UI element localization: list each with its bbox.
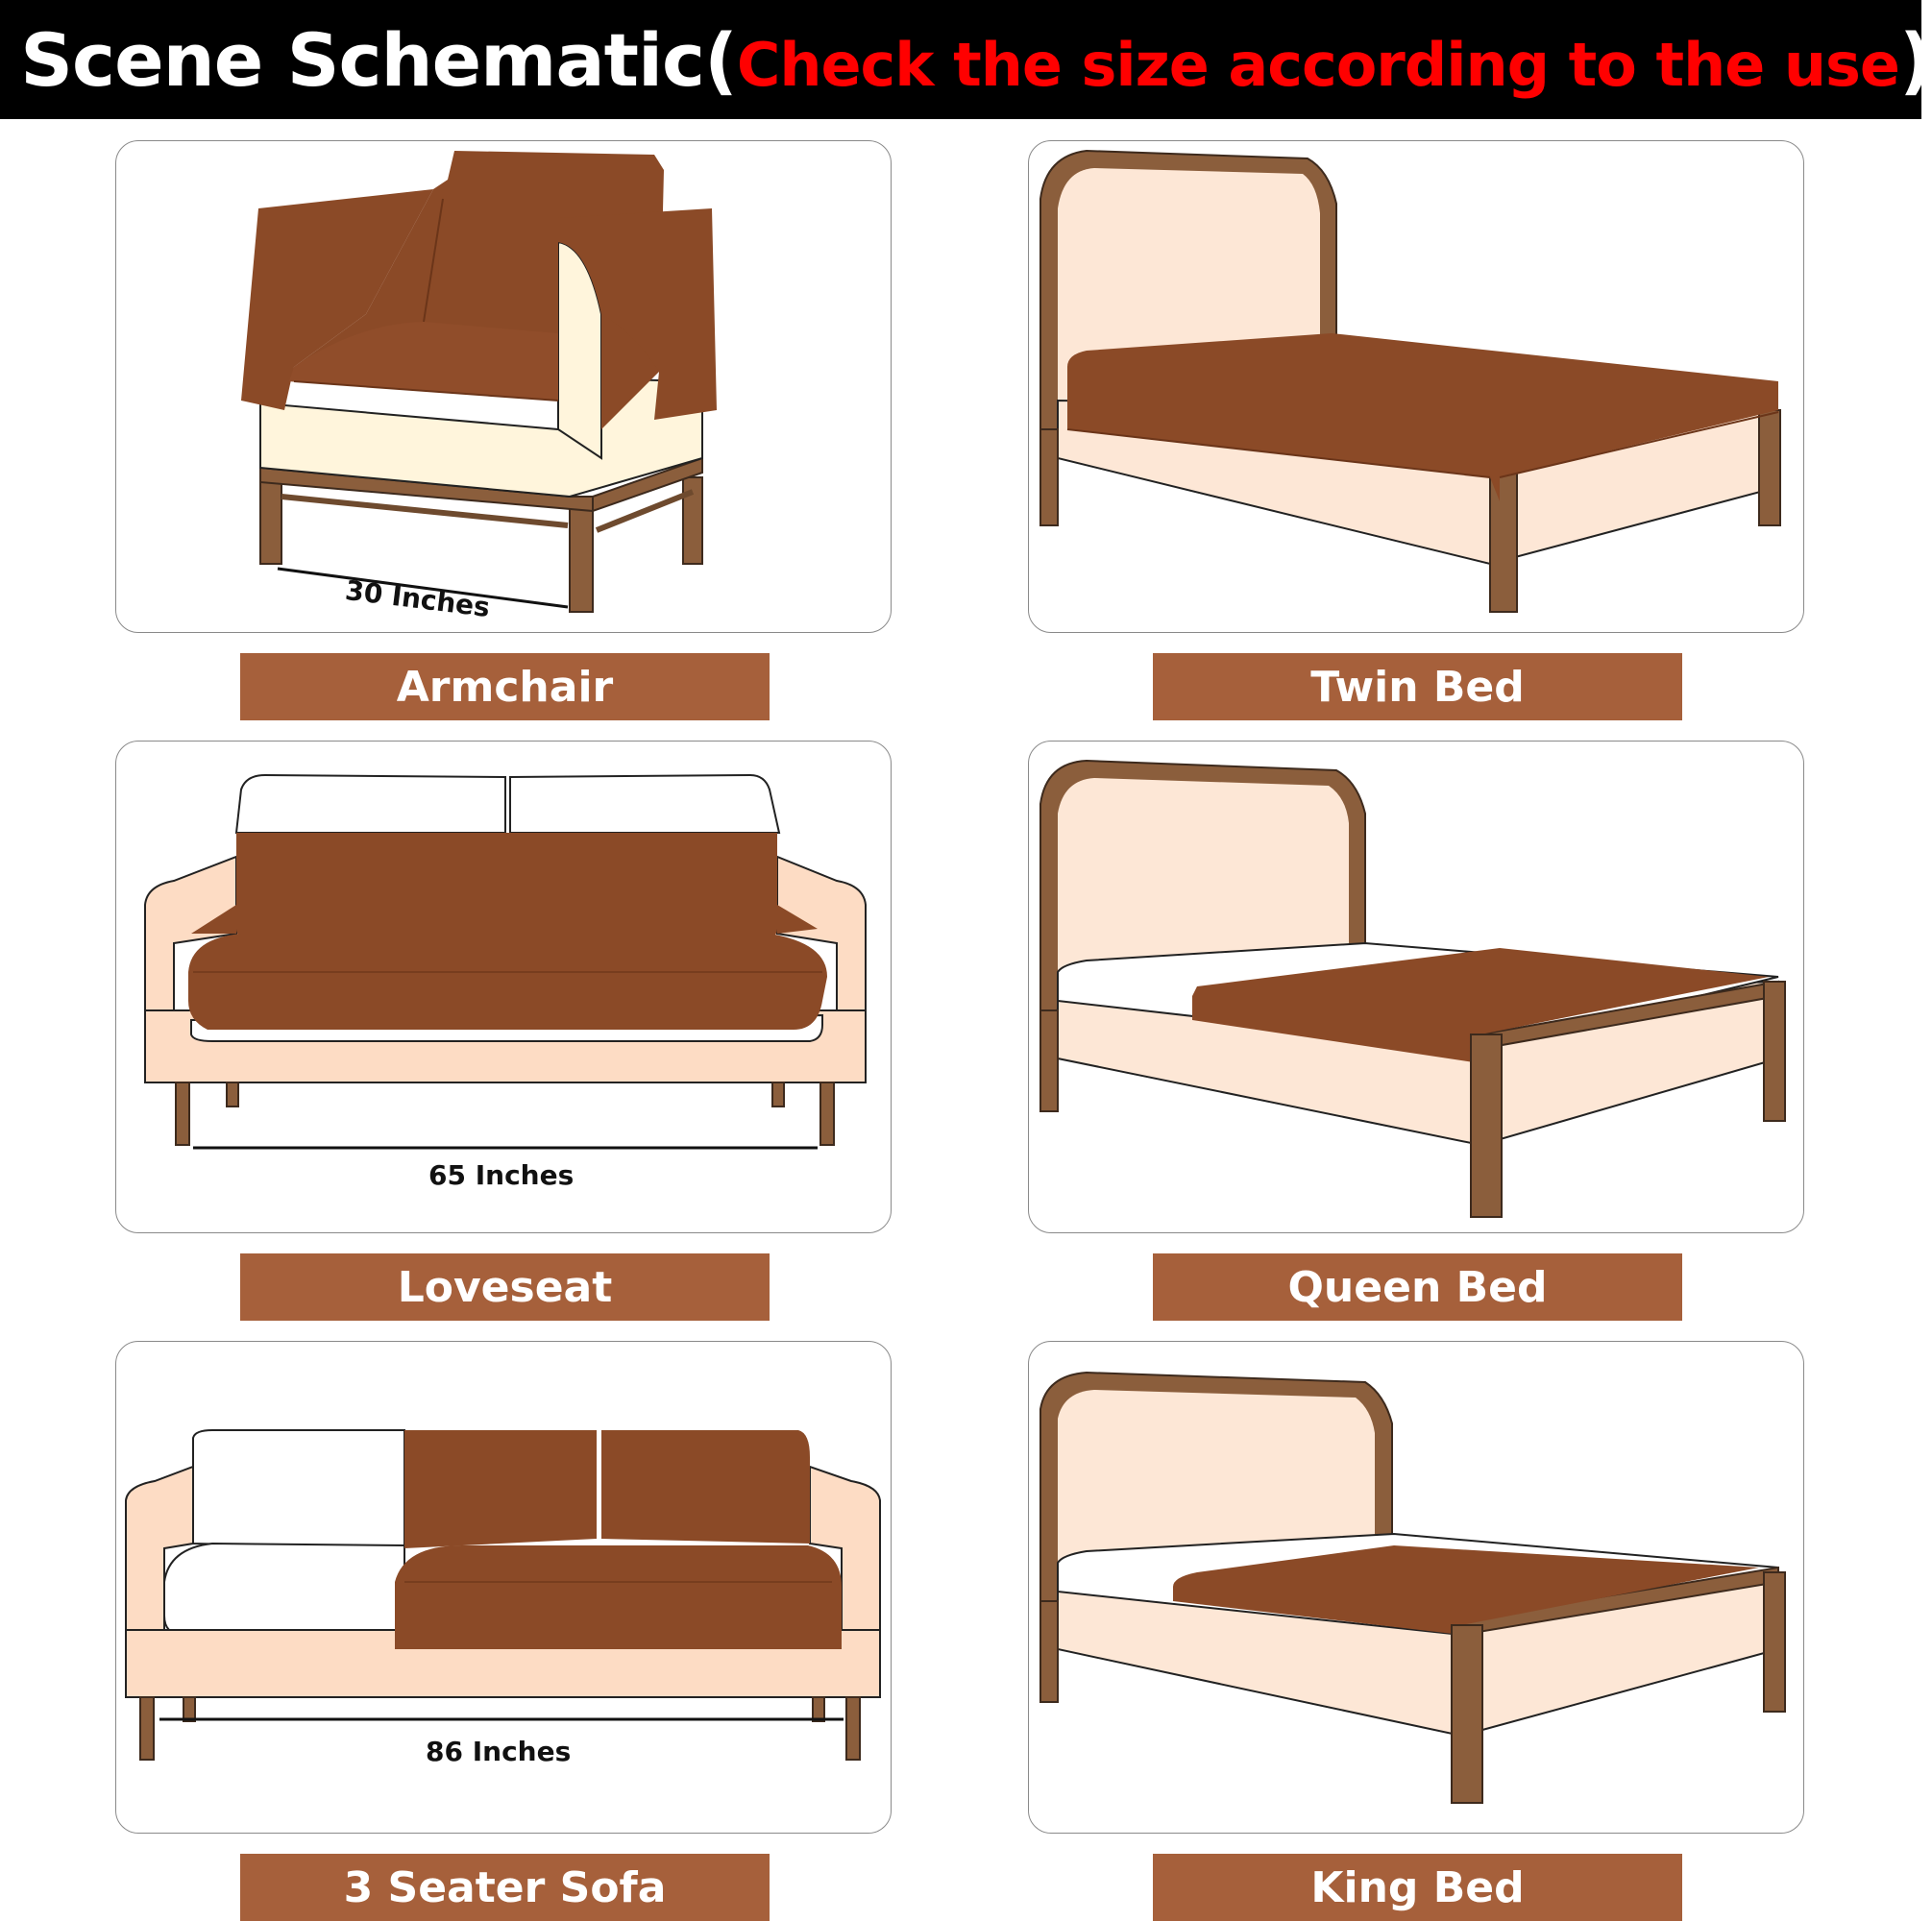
armchair-icon — [116, 141, 893, 634]
three-seater-sofa-panel — [115, 1341, 892, 1834]
twin-bed-icon — [1029, 141, 1805, 634]
armchair-panel — [115, 140, 892, 633]
page-title — [20, 17, 1931, 103]
title-close: ) — [1898, 16, 1932, 103]
loveseat-panel — [115, 741, 892, 1233]
three-seater-sofa-label: 3 Seater Sofa — [240, 1854, 770, 1921]
header-bar — [0, 0, 1932, 119]
armchair-dimension: 30 Inches — [343, 573, 492, 624]
title-main: Scene Schematic( — [20, 16, 737, 103]
king-bed-panel — [1028, 1341, 1804, 1834]
loveseat-dimension: 65 Inches — [428, 1159, 575, 1191]
loveseat-label: Loveseat — [240, 1253, 770, 1321]
title-accent: Check the size according to the use — [736, 29, 1899, 100]
armchair-label: Armchair — [240, 653, 770, 720]
twin-bed-label: Twin Bed — [1153, 653, 1682, 720]
three-seater-sofa-dimension: 86 Inches — [426, 1736, 572, 1767]
twin-bed-panel — [1028, 140, 1804, 633]
queen-bed-label: Queen Bed — [1153, 1253, 1682, 1321]
king-bed-icon — [1029, 1342, 1805, 1835]
queen-bed-icon — [1029, 742, 1805, 1234]
queen-bed-panel — [1028, 741, 1804, 1233]
king-bed-label: King Bed — [1153, 1854, 1682, 1921]
